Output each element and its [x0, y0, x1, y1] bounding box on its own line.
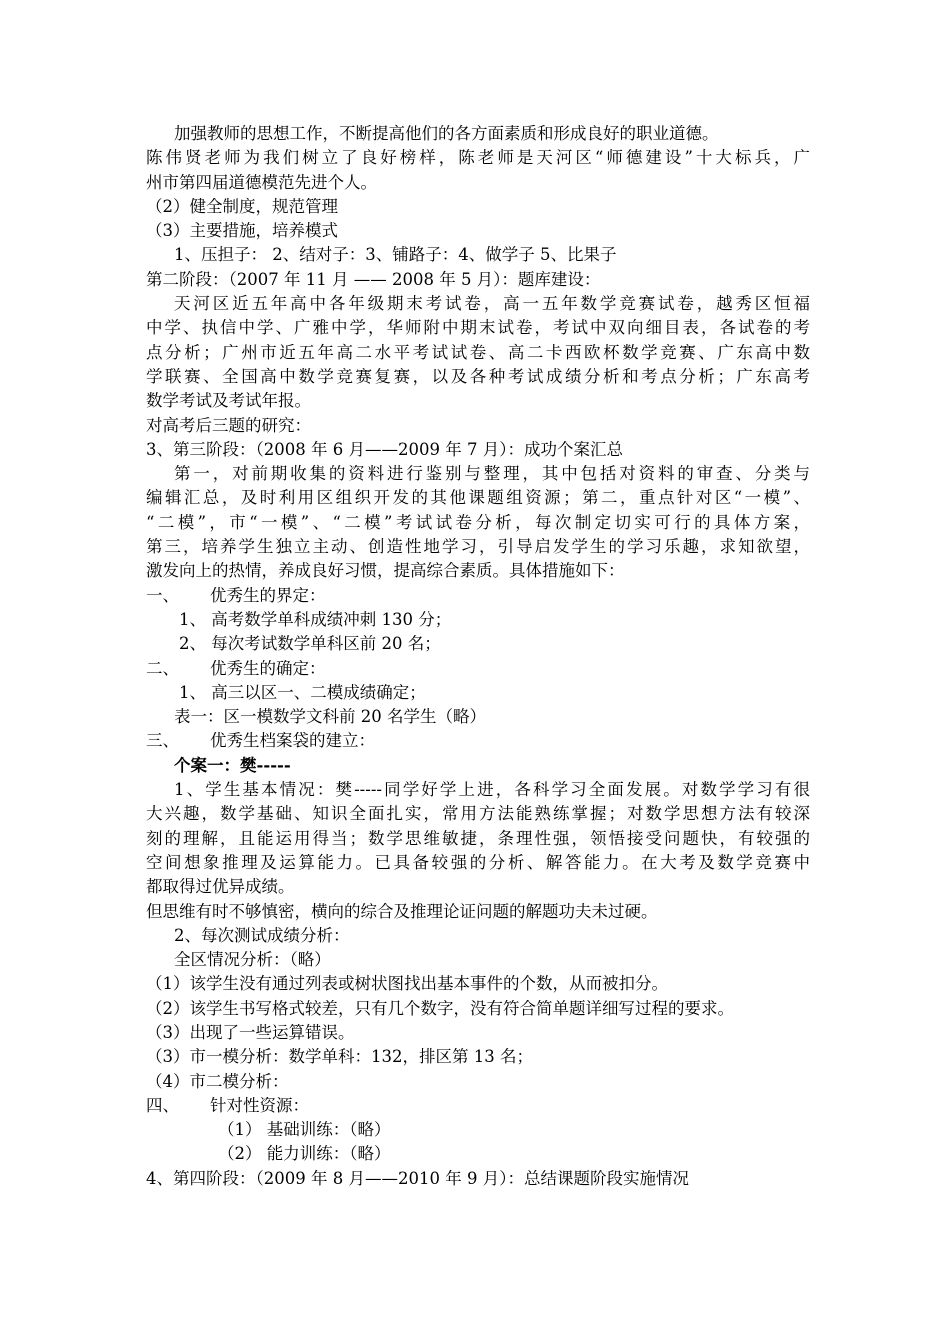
list-item: 1、 高三以区一、二模成绩确定；	[179, 682, 426, 702]
list-line: 1、压担子： 2、结对子：3、铺路子：4、做学子 5、比果子	[174, 245, 617, 265]
outline-title: 优秀生的确定：	[210, 658, 326, 678]
outline-heading	[146, 729, 810, 753]
paragraph-line: 激发向上的热情，养成良好习惯，提高综合素质。具体措施如下：	[146, 561, 625, 581]
list-item: （3）市一模分析：数学单科：132，排区第 13 名；	[146, 1047, 533, 1067]
paragraph-line: 刻的理解，且能运用得当；数学思维敏捷，条理性强，领悟接受问题快，有较强的	[146, 828, 810, 848]
paragraph-line: 州市第四届道德模范先进个人。	[146, 172, 377, 192]
list-item: （1） 基础训练：（略）	[218, 1120, 391, 1140]
section-item: （3）主要措施，培养模式	[146, 221, 338, 241]
paragraph-line: 点分析；广州市近五年高二水平考试试卷、高二卡西欧杯数学竞赛、广东高中数	[146, 342, 810, 362]
case-heading: 个案一：樊-----	[174, 755, 291, 775]
list-item: 2、 每次考试数学单科区前 20 名；	[179, 634, 441, 654]
stage-heading: 第二阶段：（2007 年 11 月 —— 2008 年 5 月）：题库建设：	[146, 269, 601, 289]
list-item: （1）该学生没有通过列表或树状图找出基本事件的个数，从而被扣分。	[146, 974, 668, 994]
list-item: （2）该学生书写格式较差，只有几个数字，没有符合简单题详细写过程的要求。	[146, 998, 734, 1018]
paragraph-line: 中学、执信中学、广雅中学，华师附中期末试卷，考试中双向细目表，各试卷的考	[146, 318, 810, 338]
list-item: （2） 能力训练：（略）	[218, 1144, 391, 1164]
document-body	[146, 122, 810, 1191]
paragraph-line: 大兴趣，数学基础、知识全面扎实，常用方法能熟练掌握；对数学思想方法有较深	[146, 804, 810, 824]
stage-heading: 4、第四阶段：（2009 年 8 月——2010 年 9 月）：总结课题阶段实施情况	[146, 1168, 689, 1188]
paragraph-line: 空间想象推理及运算能力。已具备较强的分析、解答能力。在大考及数学竞赛中	[146, 852, 810, 872]
outline-number: 三、	[146, 731, 179, 751]
outline-heading	[146, 657, 810, 681]
paragraph-line: 但思维有时不够慎密，横向的综合及推理论证问题的解题功夫未过硬。	[146, 901, 658, 921]
paragraph-line: “二模”，市“一模”、“二模”考试试卷分析，每次制定切实可行的具体方案，	[146, 512, 810, 532]
list-item: （3）出现了一些运算错误。	[146, 1022, 355, 1042]
paragraph-line: 数学考试及考试年报。	[146, 391, 311, 411]
list-item: 1、 高考数学单科成绩冲刺 130 分；	[179, 609, 452, 629]
outline-title: 针对性资源：	[210, 1095, 309, 1115]
outline-title: 优秀生的界定：	[210, 585, 326, 605]
table-caption: 表一：区一模数学文科前 20 名学生（略）	[174, 707, 486, 727]
outline-heading	[146, 584, 810, 608]
paragraph-line: 第一，对前期收集的资料进行鉴别与整理，其中包括对资料的审查、分类与	[174, 464, 810, 484]
outline-number: 四、	[146, 1095, 179, 1115]
paragraph-line: 编辑汇总，及时利用区组织开发的其他课题组资源；第二，重点针对区“一模”、	[146, 488, 810, 508]
paragraph-line: 加强教师的思想工作，不断提高他们的各方面素质和形成良好的职业道德。	[174, 124, 719, 143]
subsection-heading: 2、每次测试成绩分析：	[174, 925, 350, 945]
paragraph-line: 全区情况分析：（略）	[174, 950, 331, 970]
paragraph-line: 都取得过优异成绩。	[146, 877, 295, 897]
section-item: （2）健全制度，规范管理	[146, 196, 338, 216]
outline-number: 一、	[146, 585, 179, 605]
paragraph-line: 学联赛、全国高中数学竞赛复赛，以及各种考试成绩分析和考点分析；广东高考	[146, 366, 810, 386]
outline-heading	[146, 1094, 810, 1118]
paragraph-line: 第三，培养学生独立主动、创造性地学习，引导启发学生的学习乐趣，求知欲望，	[146, 537, 810, 557]
paragraph-line: 对高考后三题的研究：	[146, 415, 311, 435]
paragraph-line: 1、学生基本情况：樊-----同学好学上进，各科学习全面发展。对数学学习有很	[174, 780, 810, 800]
outline-title: 优秀生档案袋的建立：	[210, 731, 375, 751]
paragraph-line: 陈伟贤老师为我们树立了良好榜样，陈老师是天河区“师德建设”十大标兵，广	[146, 148, 810, 168]
list-item: （4）市二模分析：	[146, 1071, 289, 1091]
outline-number: 二、	[146, 658, 179, 678]
paragraph-line: 天河区近五年高中各年级期末考试卷，高一五年数学竞赛试卷，越秀区恒福	[174, 294, 810, 314]
stage-heading: 3、第三阶段：（2008 年 6 月——2009 年 7 月）：成功个案汇总	[146, 439, 623, 459]
